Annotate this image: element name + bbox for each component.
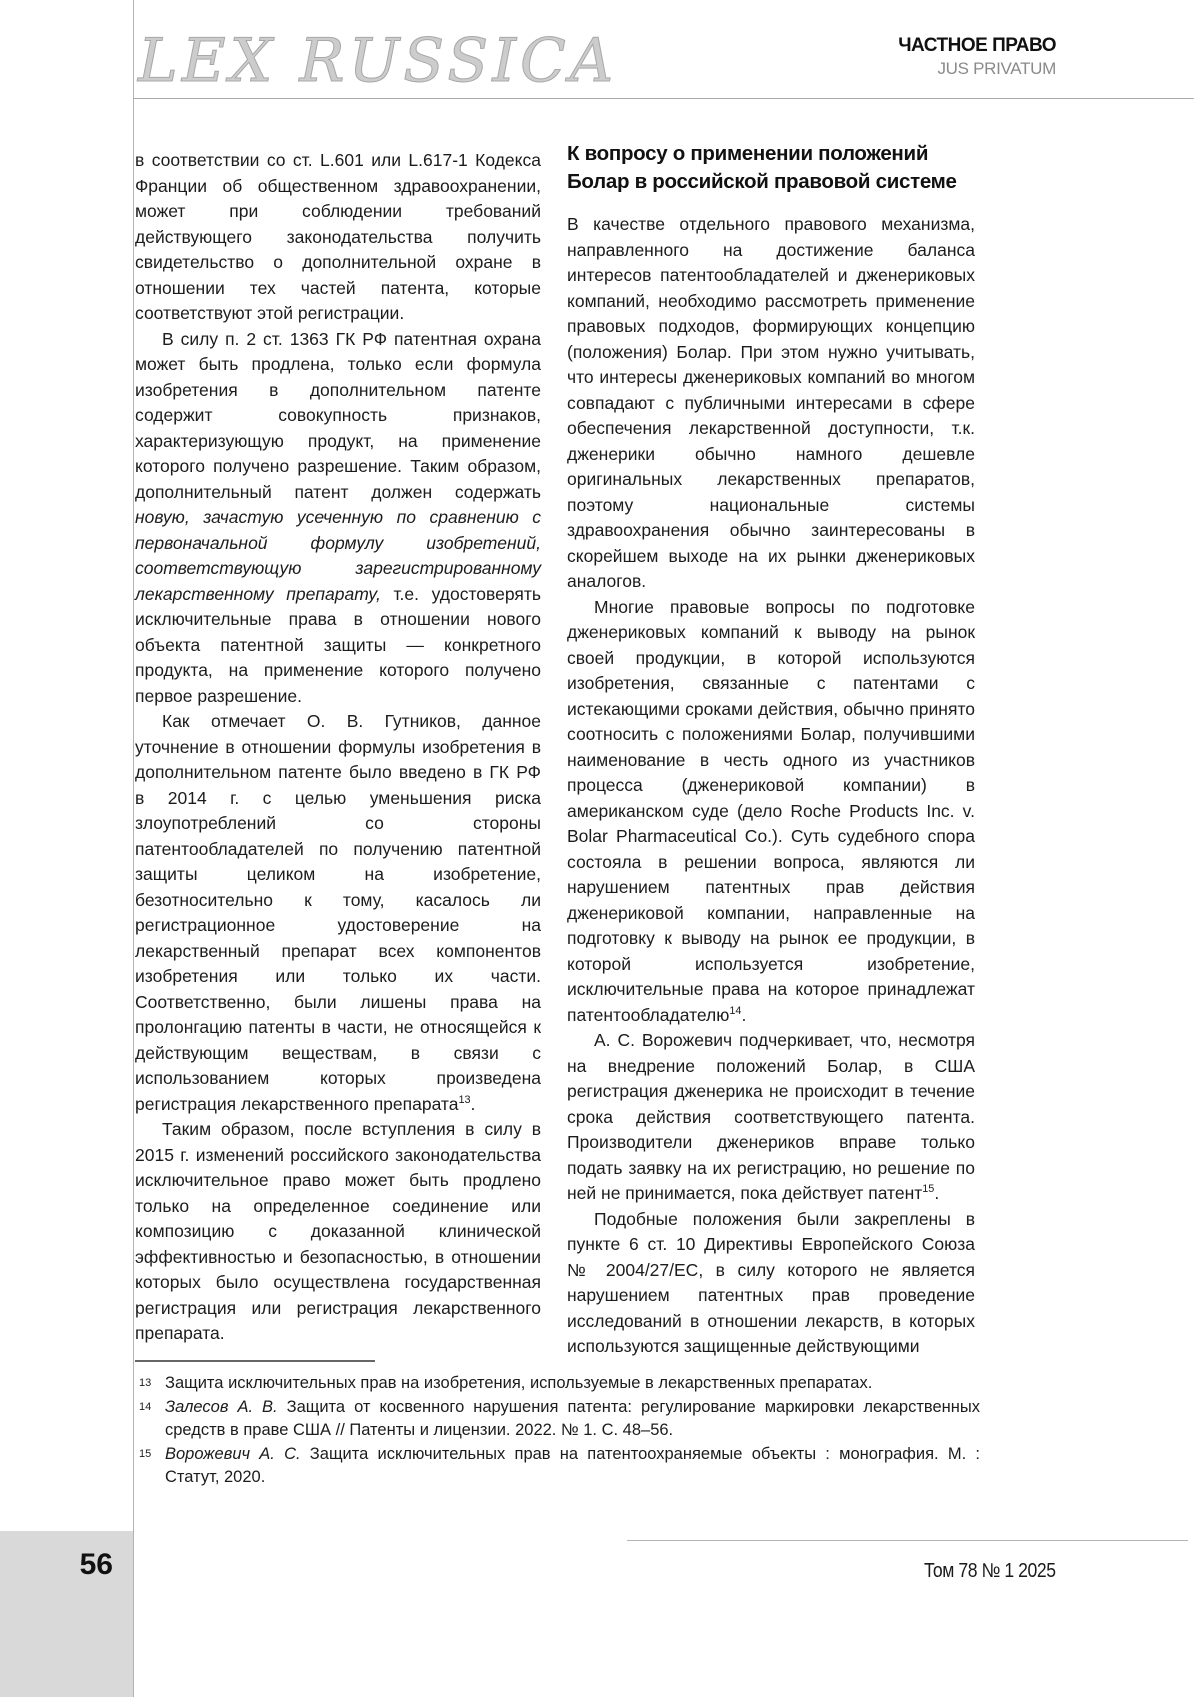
text-run: Защита исключительных прав на изобретения, используемые в лекарственных препаратах.	[165, 1374, 873, 1392]
footnote-reference: 13	[458, 1093, 471, 1106]
footnote-item	[135, 1443, 980, 1490]
text-run: в соответствии со ст. L.601 или L.617-1 Кодекса Франции об общественном здравоохранении, может при соблюдении требований действующего законодательства получить свидетельство о дополнительной охране в отношении тех частей патента, которые соответствуют этой регистрации.	[135, 150, 541, 323]
paragraph	[135, 709, 541, 1117]
footnotes-block	[135, 1372, 980, 1490]
footnote-item	[135, 1396, 980, 1443]
paragraph	[567, 595, 975, 1029]
text-run: .	[934, 1183, 940, 1203]
text-run: .	[470, 1093, 476, 1114]
footnote-number: 13	[139, 1377, 152, 1389]
text-run: В качестве отдельного правового механизма, направленного на достижение баланса интересов патентообладателей и дженериковых компаний, необходимо рассмотреть применение правовых подходов, формирующих концепцию (положения) Болар. При этом нужно учитывать, что интересы дженериковых компаний во многом совпадают с публичными интересами в сфере обеспечения лекарственной доступности, т.к. дженерики обычно намного дешевле оригинальных лекарственных препаратов, поэтому национальные системы здравоохранения обычно заинтересованы в скорейшем выходе на их рынки дженериковых аналогов.	[567, 214, 975, 591]
paragraph	[135, 1117, 541, 1347]
text-run: А. С. Ворожевич подчеркивает, что, несмотря на внедрение положений Болар, в США регистрация дженерика не происходит в течение срока действия соответствующего патента. Производители дженериков вправе только подать заявку на их регистрацию, но решение по ней не принимается, пока действует патент	[567, 1030, 975, 1203]
footnote-separator	[135, 1360, 375, 1362]
text-run: новую, зачастую усеченную по сравнению с первоначальной формулу изобретений, соответствующую зарегистрированному лекарственному препарату,	[135, 507, 541, 604]
text-run: Залесов А. В.	[165, 1397, 278, 1416]
text-run: В силу п. 2 ст. 1363 ГК РФ патентная охрана может быть продлена, только если формула изобретения в дополнительном патенте содержит совокупность признаков, характеризующую продукт, на применение которого получено разрешение. Таким образом, дополнительный патент должен содержать	[135, 328, 541, 502]
article-subheading: К вопросу о применении положений Болар в российской правовой системе	[567, 142, 957, 193]
footnote-item	[135, 1372, 980, 1396]
text-run: Ворожевич А. С.	[165, 1444, 301, 1463]
footnote-reference: 14	[729, 1004, 742, 1017]
text-run: Многие правовые вопросы по подготовке дженериковых компаний к выводу на рынок своей продукции, в которой используются изобретения, связанные с патентами с истекающими сроками действия, обычно принято соотносить с положениями Болар, получившими наименование в честь одного из участников процесса (дженериковой компании) в американском суде (дело Roche Products Inc. v. Bolar Pharmaceutical Co.). Суть судебного спора состояла в решении вопроса, являются ли нарушением патентных прав действия дженериковой компании, направленные на подготовку к выводу на рынок ее продукции, в которой используется изобретение, исключительные права на которое принадлежат патентообладателю	[567, 596, 975, 1025]
section-title-ru: ЧАСТНОЕ ПРАВО	[898, 35, 1056, 56]
paragraph	[567, 1028, 975, 1207]
section-header	[898, 34, 1056, 80]
text-run: т.е. удостоверять исключительные права в отношении нового объекта патентной защиты — конкретного продукта, на применение которого получено первое разрешение.	[135, 583, 541, 706]
journal-logo: LEX RUSSICA	[138, 26, 618, 96]
paragraph	[135, 148, 541, 327]
volume-issue-label: Том 78 № 1 2025	[924, 1560, 1056, 1582]
footnote-number: 15	[139, 1447, 152, 1460]
footnote-reference: 15	[922, 1183, 935, 1196]
paragraph	[567, 1207, 975, 1360]
right-column-paragraphs	[567, 212, 975, 1360]
paragraph	[567, 212, 975, 595]
page-number-strip	[0, 1531, 133, 1697]
header-rule	[133, 98, 1194, 99]
vertical-rule	[133, 0, 134, 1697]
text-run: Защита исключительных прав на патентоохраняемые объекты : монография. М. : Статут, 2020.	[165, 1444, 980, 1486]
paragraph	[135, 327, 541, 710]
text-run: .	[741, 1004, 747, 1025]
footer-rule	[627, 1540, 1188, 1541]
text-run: Таким образом, после вступления в силу в 2015 г. изменений российского законодательства исключительное право может быть продлено только на определенное соединение или композицию с доказанной клинической эффективностью и безопасностью, в отношении которых было осуществлена государственная регистрация или регистрация лекарственного препарата.	[135, 1119, 541, 1343]
left-text-column	[135, 148, 541, 1347]
section-title-la: JUS PRIVATUM	[937, 59, 1056, 78]
footnote-number: 14	[139, 1400, 152, 1413]
text-run: Защита от косвенного нарушения патента: регулирование маркировки лекарственных средств в праве США // Патенты и лицензии. 2022. № 1. С. 48–56.	[165, 1397, 981, 1439]
right-text-column	[567, 140, 975, 1360]
text-run: Как отмечает О. В. Гутников, данное уточнение в отношении формулы изобретения в дополнительном патенте было введено в ГК РФ в 2014 г. с целью уменьшения риска злоупотреблений со стороны патентообладателей по получению патентной защиты целиком на изобретение, безотносительно к тому, касалось ли регистрационное удостоверение на лекарственный препарат всех компонентов изобретения или только их части. Соответственно, были лишены права на пролонгацию патенты в части, не относящейся к действующим веществам, в связи с использованием которых произведена регистрация лекарственного препарата	[135, 711, 541, 1114]
page-number: 56	[79, 1548, 113, 1581]
text-run: Подобные положения были закреплены в пункте 6 ст. 10 Директивы Европейского Союза № 2004/27/ЕС, в силу которого не является нарушением патентных прав проведение исследований в отношении лекарств, в которых используются защищенные действующими	[567, 1208, 975, 1356]
